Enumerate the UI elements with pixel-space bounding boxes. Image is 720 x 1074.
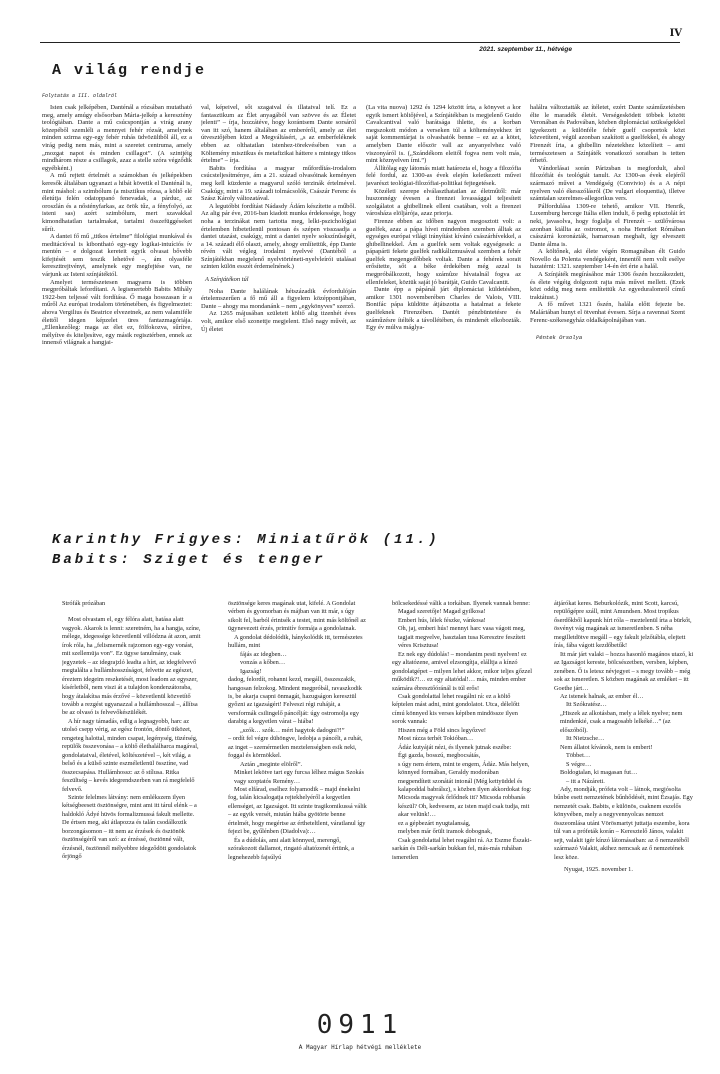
paragraph: Ez nek egy dúdolás! – mondanim pesti nyelven! ez egy altatózene, amivel elzsongítja, elálltja a kínzó gondolatgépet – milyen lehet akkor, mikor teljes gőzzel működik?!… ez egy altatódal!… más, minden ember számára ébresztőóránál is túl erős!	[392, 650, 532, 692]
verse-line: – itt a Názáreti.	[566, 777, 605, 785]
verse-line: Micsoda magyvak őrlődnek itt? Micsoda robbanás készül? Oh, kedvesem, az isten majd csak tudja, mit akar velünk!…	[398, 794, 530, 819]
paragraph: ösztönsége keres magának utat, kifelé. A Gondolat vérben és gyomorban és májban van itt már, s úgy sikolt fel, barból érintsék a testet, mint más költőnél az ügynevezett érzés, primitív formája a gondolatnak.	[228, 600, 366, 633]
header-rule	[40, 42, 680, 43]
verse-line: Most rázza terhét Tokióban…	[398, 735, 474, 743]
verse-line: Az istenek halnak, az ember él…	[560, 692, 644, 700]
paragraph: Vándorlásai során Párizsban is megfordult, ahol filozófiát és teológiát tanult. Az 1300-as évek elejéről származó művei a Vendégség (Convivio) és a A népi nyelven való ékesszólásról (De vulgari eloquentia), illetve számtalan szerelmes-allegorikus vers.	[530, 164, 685, 203]
paragraph: Noha Dante halálának hétszázadik évfordulóján értelemszerűen a fő mű áll a figyelem középpontjában, Dante – ahogy ma mondanánk – nem „egykönyves” szerző.	[201, 287, 356, 310]
verse-line: Nem állatot kívánok, nem is embert!	[560, 743, 653, 751]
verse-line: Ádáz kutyáját nézi, és ilyenek jutnak eszébe:	[398, 743, 512, 751]
continuation-note: Folytatás a III. oldalról	[42, 93, 118, 99]
paragraph: Állítólag egy látomás miatt határozta el, hogy a filozófia felé fordul, az 1300-as évek elején keletkezett művei javarészt teológiai-filozófiai-politikai fejtegetések.	[366, 164, 521, 187]
issue-date: 2021. szeptember 11., hétvége	[479, 46, 572, 53]
verse-line: Itt Szókratész…	[566, 701, 607, 709]
paragraph: A legutóbbi fordítást Nádasdy Ádám készítette a műből. Az alig pár éve, 2016-ban kiadott munka érdekessége, hogy noha a terzinákat nem tartotta meg, lelki-pszichológiai értelemben hibetetlenül pontosan és szépen visszaadja a dantei utazást, csakúgy, mint a dantei nyelv sokszínűségét, a 14. századi élő olaszt, amely, ahogy említettük, épp Dante révén vált végleg irodalmi nyelvvé (Dantéból a Színjátékban megjelenő nyelvtörténeti-nyelvleírói utalásai szinten külön esszét érdemelnének.)	[201, 202, 356, 271]
paragraph: A dantei fő mű „titkos értelme” filológiai munkával és meditációval is kibontható egy-egy logikai-intuíciós ív mentén – e dolgozat kereteit egyik olvasat bővebb kifejtését sem teszik lehetővé –, ám olyasféle kereszttrejtvényt, amelynek egy megfejtése van, ne várjunk az Isteni színjátéktól.	[42, 233, 192, 279]
verse-line: „szók… szók… mért hagytok dadogni?!”	[240, 726, 345, 734]
paragraph: dadog, felordít, rohanni kezd, megáll, összeszakik, hangosan felzokog. Mindent megpróbál, ravaszkodik is, be akarja csapni önmagát, hazugságon keresztül győzni az igazságért! Felveszi régi ruháját, a versformák csilingelő páncélját: úgy ostromolja egy darabig a kegyetlen várat – hiába!	[228, 676, 362, 726]
paragraph: bölcsekedéssé válik a torkában. Ilyenek vannak benne:	[392, 600, 530, 607]
article2-title-line-1: Karinthy Frigyes: Miniatűrök (11.)	[52, 532, 440, 548]
verse-line: s úgy nem értem, mint te engem, Ádáz. Más helyen, könnyed formában, Geraldy modorában megpendített szonátát intonál (Még kettyüddel és kalapoddal babrálsz), s közben ilyen akkordokat fog:	[398, 760, 532, 793]
paragraph: Most elfárad, eselhez folyamodik – majd énekelni fog, talán kicsalogatja rejtekhelyéről a kegyetlen ellenséget, az Igazságot. Itt szinte tragikomikussá válik – az egyik versét, miután hiába gyötörte benne értelmét, hogy megértse az értheteltlent, váratlanul így fejezi be, gyűlénben (Diadolva):…	[228, 785, 367, 836]
paragraph: átjárókat keres. Beburkolózik, mint Scott, karcsú, repülőgépre száll, mint Amundsen. Most tropikus őserdőkből kapunk hírt róla – meztelenül írta a bürkőt, ösvényt vág magának az ismeretlenben. S néha megilletdötve megáll – egy fakult jelzőtábla, elejtett írás, fába vágott kezdőbetűk!	[554, 600, 692, 650]
article1-column-1	[42, 104, 192, 449]
verse-line: ez a gépbezárt nyugtalanság,	[398, 819, 471, 827]
verse-line: Hiszen még a Föld sincs legyőzve!	[398, 726, 486, 734]
verse-line: Égi gazda, bosszú, megbocsátás,	[398, 752, 481, 760]
paragraph: Ady, mondják, prófeta volt – látnok, megjósolta bűnbe esett nemzetének bűnhődését, mint Ézsajás. Egy nemzetét csak. Babits, e különös, csaknem eszelős könyvében, mely a negyvennyolcas nemzet összeomlása utáni Vörösmartyt juttatja eszembe, kora túl van a prófeták korán – Keresztelő János, valakit sejt, valakit igér kínzó látomásaiban: az ő nemzetéből származó Valakit, akihez nemcsak az ő nemzetének lesz köze.	[554, 785, 693, 861]
paragraph: Amelyet természetesen magyarra is többen megpróbáltak lefordítani. A legismertebb Babits Mihály 1922-ben teljessé vált fordítása. Ő maga hosszasan ír a műről Az európai irodalom történetében, és figyelmeztet: ahova Vergilius és Beatrice elvezetnek, az nem valamiféle élettől idegen képzelet üres fantazmagóriája. „Ellenkezőleg: maga az élet ez, fölfokozva, sűrítve, mélyítve és kiteljesítve, egy másik regisztérben, ennek az innenső világnak a hangjai-	[42, 278, 192, 347]
article2-column-1	[62, 600, 202, 960]
verse-line: S végre…	[566, 760, 592, 768]
article2-column-4	[554, 600, 694, 960]
paragraph: A hír nagy támadás, edlig a legnagyobb, harc az utolsó csepp vérig, az egész frontón, döntő ütközet, rengeteg halottal, minden csapat, legénység, tüzérség, repülők összevonása – a költő élethalálharca magával, gondolataival, életével, költészetével –, két világ, a belső és a külső szinte eszméletlenül össztíne, vad összecsapása. Hullámhossz: az ő stílusa. Ritka feszültség – kevés idegrendszerben van rá megfelelő felvevő.	[62, 717, 199, 793]
paragraph: És a dúdolás, ami alatt könnyed, merengő, szórakozott dallamot, ringató altatózenét értünk, a legnehezebb fajsúlyú	[228, 836, 355, 861]
section-heading: Strófák prózában	[62, 600, 106, 607]
verse-line: Emberi hús, lélek fészke, vánkosa!	[398, 616, 486, 624]
page-number: IV	[669, 28, 682, 39]
subheading: A Színjátékon túl	[205, 276, 249, 284]
paragraph: A Színjáték megírásához már 1306 őszén hozzákezdett, és élete végéig dolgozott rajta más művei mellett. (Ezek közt oddig meg nem említettük Az egyeduralomról című traktátust.)	[530, 271, 685, 301]
paragraph: Babits fordítása a magyar műfordítás-irodalom csúcsteljesítménye, ám a 21. század olvasóinak keményen meg kell küzdenie a magyarul szóló terzinák értelmével. Csakúgy, mint a 19. századi tolmácsolók, Császár Ferenc és Szász Károly változatával.	[201, 164, 356, 203]
paragraph: Csak gondolattal lehet reagálni rá. Az Eszme Északi-sarkán és Déli-sarkán bukkan fel, más-más ruhában ismeretlen	[392, 836, 532, 861]
article2-column-2	[228, 600, 368, 960]
article1-column-3	[366, 104, 521, 449]
verse-line: „Hiszek az alkotásban, mely a lélek nyelve; nem mindenkié, csak a magosabb lelkéké…” (az előszóból).	[560, 709, 683, 734]
article2-title-line-2: Babits: Sziget és tenger	[52, 552, 326, 568]
paragraph: Isten csak jelképében, Danténál a rózsában mutatható meg, amely amúgy elsősorban Mária-jelkép a keresztény teológiában. Dante a mű csúcspontján a virág arany közepéből szemléli a mennyei fehér rózsát, amelynek minden szirma egy-egy fehér ruhás üdvözültből áll, ez a virág pedig nem más, mint a szeretet centruma, amely „mozgat napot és minden csillagot”. (A szintjéig mindhárom része a csillagok, azaz a stelle szóra végződik egyébként.)	[42, 104, 192, 172]
paragraph: A fő művet 1321 őszén, halála előtt fejezte be. Maláriában hunyt el ötvenhat évesen. Sírja a ravennai Szent Ferenc-székesegyház oldalkápolnájában van.	[530, 301, 685, 324]
paragraph: Dante épp a pápánál járt diplomáciai küldetésben, amikor 1301 novemberében Charles de Valois, VIII. Bonifác pápa küldötte átjátszotta a hatalmat a fekete guelfeknek Firenzében. Dantét pénzbüntetésre és száműzésre ítélték a távollétében, és mindenét elkobozták. Egy év múlva máglya-	[366, 286, 521, 332]
article2-column-3	[392, 600, 532, 960]
verse-line: Igazság!	[240, 667, 262, 675]
supplement-subtitle: A Magyar Hírlap hétvégi melléklete	[298, 1044, 422, 1051]
verse-line: Oh, jaj, emberi hús! mennyi harc vasa vágott meg, tagjait megvelve, hasztalan tusa Keresztre feszített véres Krisztusa!	[398, 625, 526, 650]
verse-line: Boldogtalan, ki magasan fut…	[560, 769, 638, 777]
paragraph: A mű rejtett értelmét a számokban és jelképekben keresők általában ugyanazt a hibát követik el Danténál is, mint máshol: a szimbólum (a misztikus rózsa, a költő elé életútja felén odatoppanó fenevadak, a párduc, az oroszlán és a nőstényfarkas, az örök tűz, a fényfolyó, az isteni sas) azért szimbólum, mert szavakkal kimondhatatlan tartalmakat, tartalmi összefüggéseket sűrít.	[42, 172, 192, 233]
paragraph: Közéleti szerepe elválaszthatatlan az életműtől: már huszonnégy évesen a firenzei lovassággal teljesített szolgálatot a ghibellinek elleni csatában, volt a firenzei városháza elöljárója, azaz priorja.	[366, 187, 521, 218]
verse-line: Minket lekötve tart egy furcsa lélhez mágus Szokás vagy szoptatós Remény…	[234, 769, 364, 785]
paragraph: Most olvastam el, egy félóra alatt, hatása alatt vagyok. Akarok is lenni: szeretném, ha a hangja, színe, mélege, idegessége közvetlenül villódzna át azon, amit írok róla, ha „felismernék rajzomon egy-egy vonást, mit szellemüja von”. Ez ügyse tanulmány, csak jegyzetek – az idegrajzló leadta a hírt, az idegfelvevő megtalálta a hullámhosszúságot, felvette az egészet, éreztem idegeim reszketését, most leadom az egyszer, kísérletből, nem viszi át a tulajdon kondenzátoraba, hogy átalakítsa más érzővé – közvetlenül közvetítő tovább a rezgést ugyanazzal a hullámhosszal –, állítsa be az olvasó is felvevőkészülékét.	[62, 616, 201, 717]
paragraph: Itt már járt valaki – hozza hasonló magános utazó, ki az Igazságot kereste, bölcsészetben, versben, képben, zenében. Ő is letesz névjegyet – s megy tovább – még sok az ismeretlen. S közben magának az emléket – itt Goethe járt…	[554, 650, 694, 692]
author-signature: Péntek Orsolya	[536, 334, 583, 342]
verse-line: Magad szeretője! Magad gyilkosa!	[398, 608, 486, 616]
article-title: A világ rendje	[52, 62, 207, 79]
verse-line: Aztán „meginte elölről”.	[240, 760, 303, 768]
paragraph: (La vita nuova) 1292 és 1294 között írta, a könyvet a kor egyik ismert költőjével, a Színjátékban is megjelenő Guido Cavalcantival való barátsága ihlette, és a korban megszokott módon a verseken túl a költeményekhez írt saját kommentárjai is olvashatók benne – ez az a kötet, amelyben Dante először vall az anyanyelvhez való viszonyáról is. („Szándékom eleitől fogva nem volt más, mint köznyelven írni.”)	[366, 104, 521, 165]
article1-column-4	[530, 104, 685, 449]
paragraph: A költőnek, aki élete végén Romagnában élt Guido Novello da Polenta vendégeként, innentől nem volt esélye hazatérni: 1321. szeptember 14-én ért érte a halál.	[530, 248, 685, 271]
article1-column-2	[201, 104, 356, 449]
paragraph: – ordít fel végre dühöngve, ledobja a páncélt, a ruhát, az inget – szemérmetlen meztelenségben esik neki, foggal és körmökkel.	[228, 735, 363, 760]
verse-line: Itt Nietzsche…	[566, 735, 605, 743]
verse-line: vonzás a kőben…	[240, 659, 286, 667]
supplement-logo: 0911	[316, 1010, 404, 1040]
paragraph: val, képeivel, sőt szagaival és illataival telí. Ez a fantasztikum az Élet anyagából van szövve és az Életet jelenti” – írja, hozzátéve, hogy korántsem Dante sorsáról van itt szó, hanem általában az emberéről, amely az élet útvesztőjében küzd a Megváltásért, „s az emberfeléknek ebben az olthatatlan istenhez-törekvésében van a Költemény misztikus és metafizikai háttere s mintegy titkos értelme” – írja.	[201, 104, 356, 165]
paragraph: Szinte felelmes látvány: nem emlékszem ilyen kétségbeesett ösztönségre, mint ami itt tárul elénk – a haldokló Ádyé hüvös formalizmussá fakult mellette. De értsen meg, aki átlapozza és talán csodálkozik borzongásomon – itt nem az érzések és ösztönök ösztönségéről van szó: az érzéssé, ösztönné vált, érzésnél, ösztönnél mélyebbre idegződött gondolatok őrjöngő	[62, 793, 197, 861]
verse-line: melyben már őrült iramok dobognak,	[398, 828, 492, 836]
paragraph: Firenze ebben az időben nagyon megosztott volt: a guelfek, azaz a pápa hívei mindenben szemben álltak az egységes európai világi irányítást kívánó császárhívekkel, a ghibellinekkel. Ám a guelfek sem voltak egységesek: a pápapárti fekete guelfek radikálizmusával szemben a fehér guelfek megengedőbbek voltak. Dante a fehérek sorait erősítette, sőt a béke érdekében még azzal is megpróbálkozott, hogy számûze hívatalnál fogva az ellenfeleket, köztük saját jó barátját, Guido Cavalcantit.	[366, 217, 521, 286]
paragraph: Csak gondolattal lehet reagálni rá: ez a költő képtelen mást adni, mint gondolatot. Utca, délelőtt címú könnyed kis verses képiben mindössze ilyen sorok vannak:	[392, 692, 520, 726]
paragraph: A gondolat dédolódik, hánykolódik itt, természetes hullám, mint	[228, 633, 363, 650]
paragraph: Pálfordulása 1309-re tehető, amikor VII. Henrik, Luxemburg hercege Itália ellen indult, ő pedig episztolát írt neki, javasolva, hogy foglalja el Firenzét – szülővárosa azonban kiállta az ostromot, s noha Henriket Rómában császárrá koronázták, hamarosan meghalt, így elveszett Dante álma is.	[530, 202, 685, 248]
paragraph: Nyugat, 1925. november 1.	[564, 866, 633, 874]
paragraph: halálra változtatták az ítéletet, ezért Dante száműzetésben élte le maradék életét. Verségesködett többek között Veronában és Padovában, közben diplomáciai szükségekkel igyekezett a különféle fehér guelf csoportok közt közvetíteni, végül azonban szakított a guelfekkel, és ahogy Firenzét írta, a ghibellin nézetekhez közelített – ami természetesen a Színjáték vonatkozó soraiban is tetten érhető.	[530, 104, 685, 165]
paragraph: Az 1265 májusában született költő alig tizenhét éves volt, amikor első szonettje megjelent. Első nagy művét, az Új életet	[201, 310, 356, 333]
verse-line: Többet…	[566, 752, 591, 760]
verse-line: fájás az idegben…	[240, 650, 287, 658]
